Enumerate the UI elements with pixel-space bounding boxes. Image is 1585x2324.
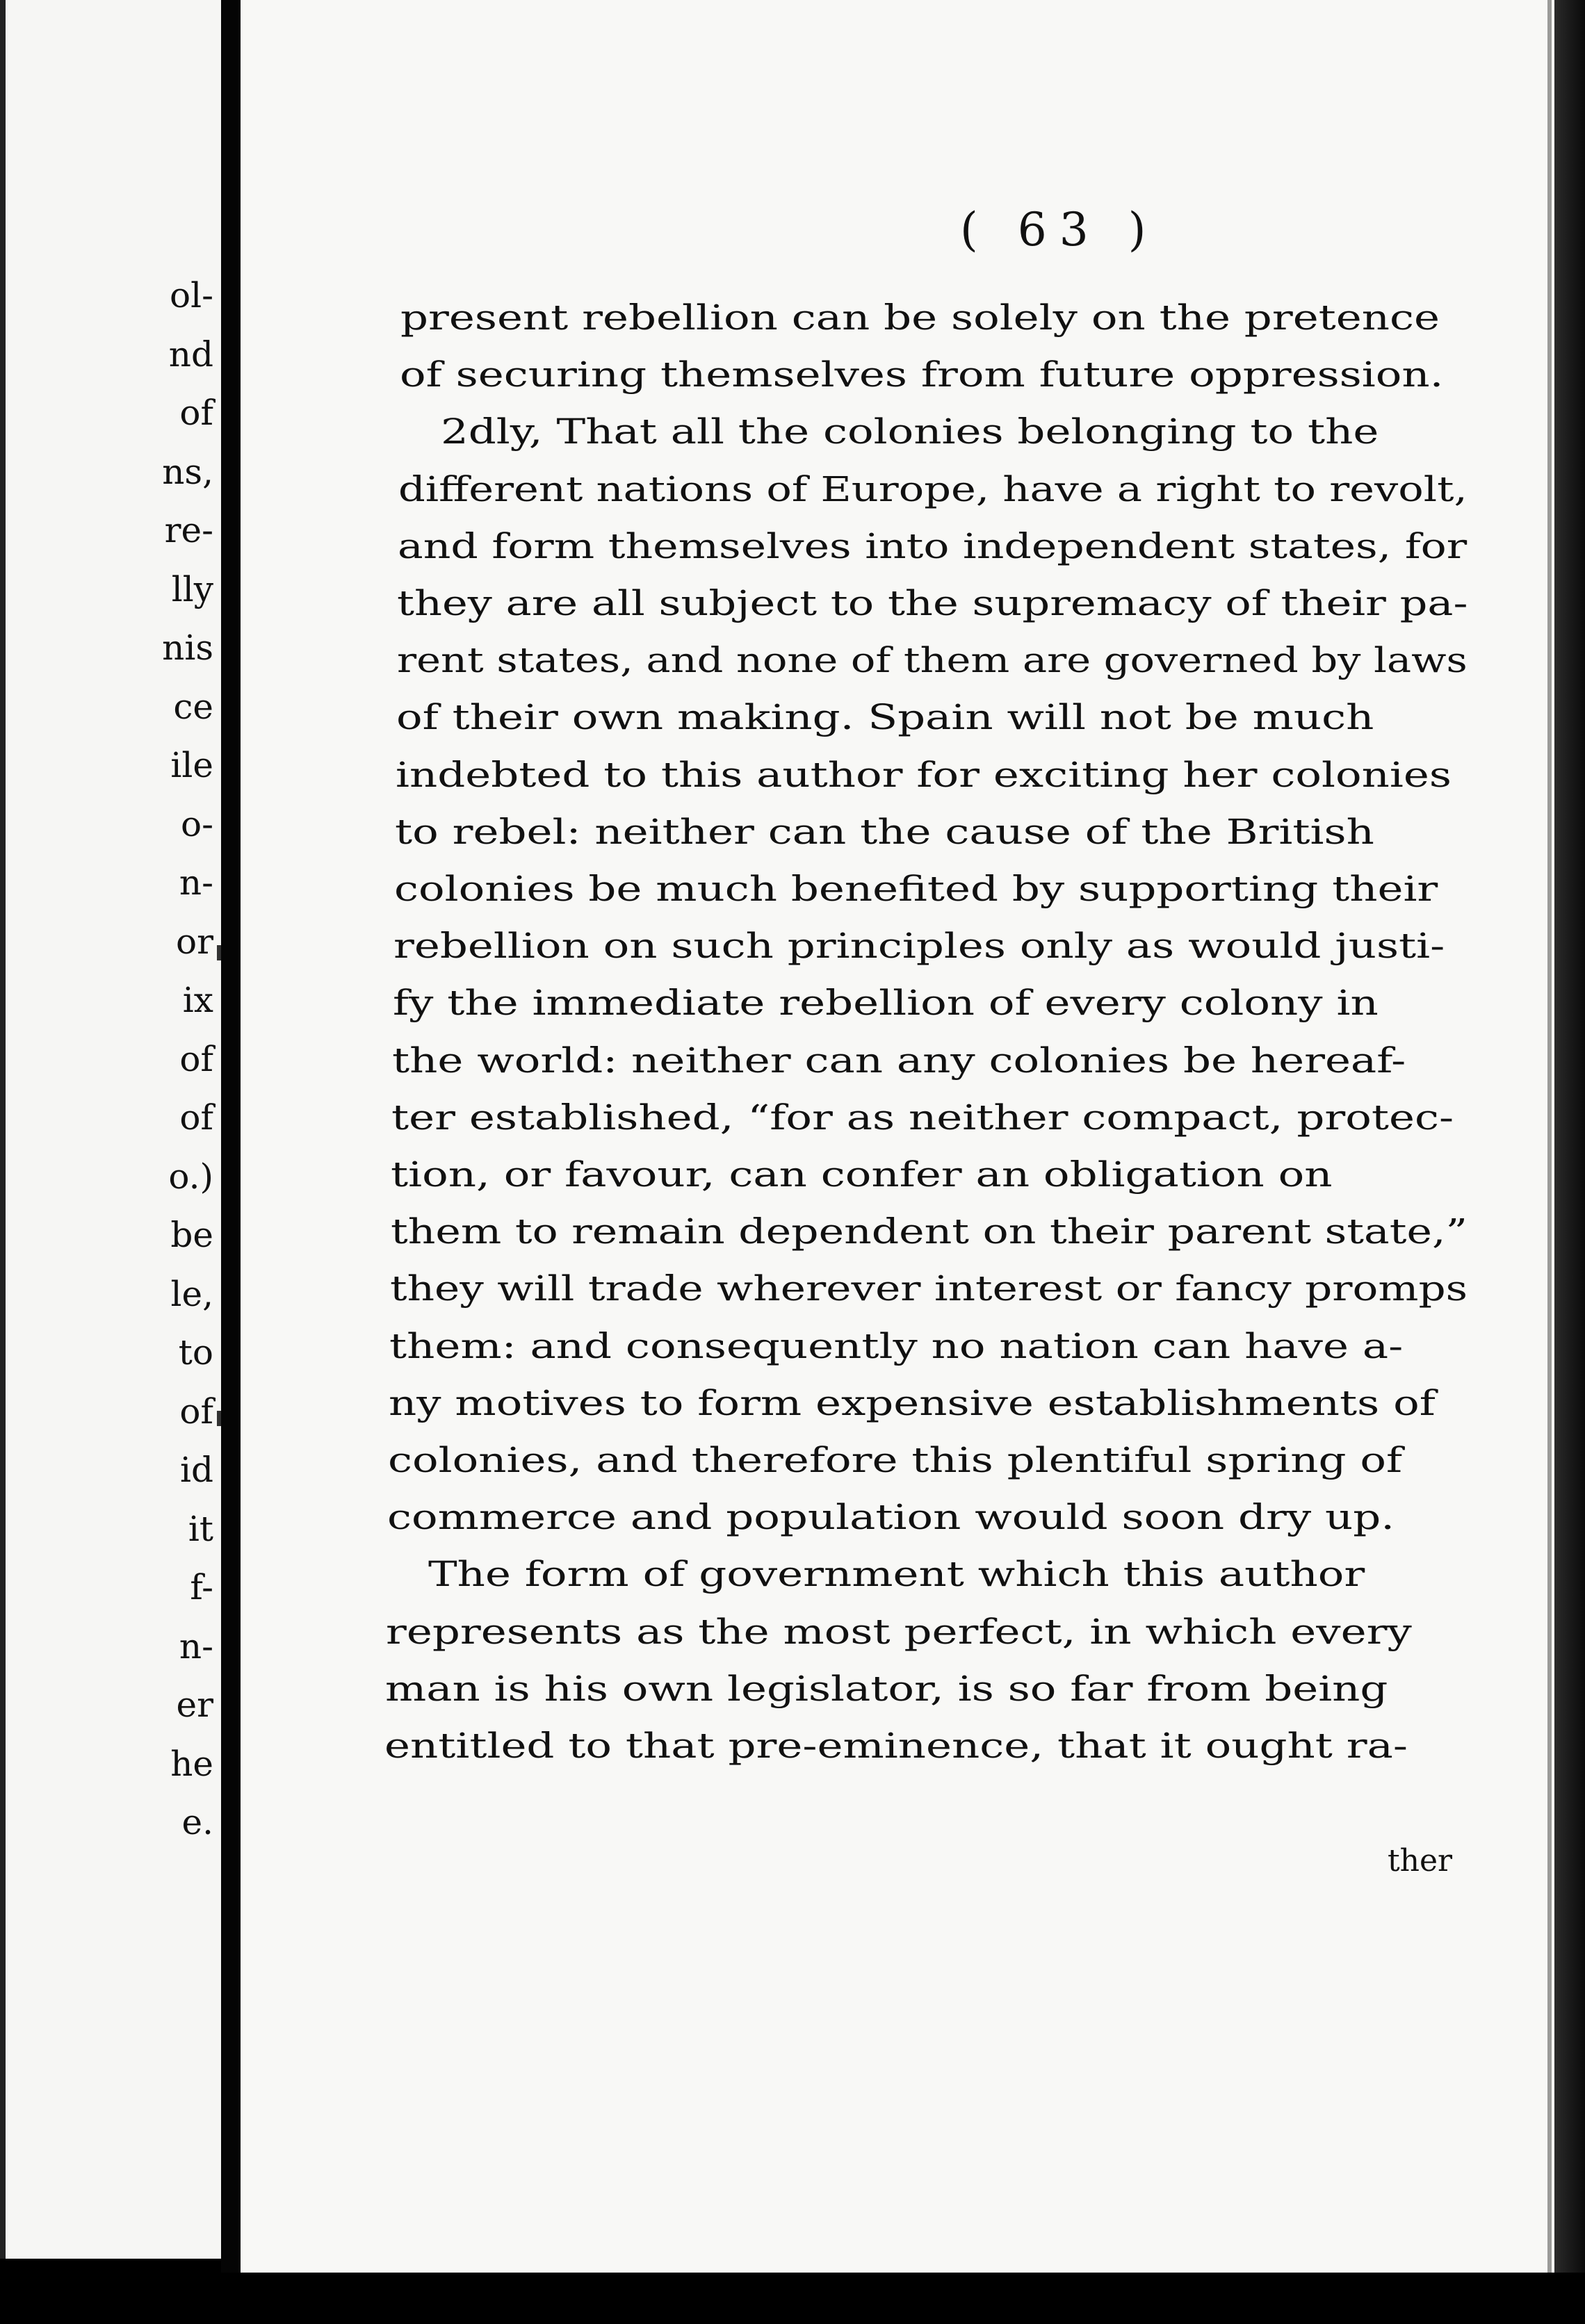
previous-page-line-end: lly: [171, 569, 213, 609]
previous-page-line-end: to: [178, 1332, 213, 1373]
text-line: entitled to that pre-eminence, that it ought ra-: [384, 1726, 1408, 1766]
text-line: indebted to this author for exciting her colonies: [396, 755, 1452, 795]
text-line: of securing themselves from future oppression.: [400, 354, 1444, 395]
text-line: colonies, and therefore this plentiful spring of: [388, 1440, 1403, 1480]
previous-page-line-end: er: [176, 1685, 213, 1725]
text-line: colonies be much benefited by supporting their: [394, 869, 1438, 909]
book-gutter: [221, 0, 242, 2324]
previous-page-line-end: or: [175, 922, 213, 962]
previous-page-line-end: of: [179, 1391, 213, 1432]
text-line: them to remain dependent on their parent state,”: [391, 1211, 1468, 1252]
text-line: rent states, and none of them are governed by laws: [397, 640, 1468, 680]
text-line: ny motives to form expensive establishments of: [389, 1383, 1436, 1423]
previous-page-line-end: ns,: [162, 452, 213, 492]
text-line: they will trade wherever interest or fancy promps: [390, 1268, 1468, 1309]
text-line: represents as the most perfect, in which every: [386, 1612, 1412, 1652]
text-line: to rebel: neither can the cause of the British: [395, 812, 1374, 852]
previous-page-line-end: nd: [168, 334, 213, 375]
text-line: different nations of Europe, have a right to revolt,: [398, 469, 1468, 509]
text-line: 2dly, That all the colonies belonging to the: [441, 411, 1379, 452]
previous-page-line-end: of: [179, 1039, 213, 1079]
previous-page-line-end: he: [170, 1744, 213, 1784]
previous-page-line-end: o.): [168, 1156, 213, 1197]
previous-page-line-end: be: [170, 1215, 213, 1255]
previous-page-fragment: [0, 0, 226, 2259]
text-line: ter established, “for as neither compact, protec-: [391, 1097, 1454, 1138]
text-line: present rebellion can be solely on the pretence: [400, 297, 1440, 338]
page-edge-line: [1547, 0, 1552, 2273]
binding-mark: [217, 1411, 221, 1426]
previous-page-line-end: e.: [181, 1802, 213, 1842]
text-line: fy the immediate rebellion of every colony in: [393, 983, 1379, 1023]
previous-page-line-end: n-: [179, 862, 213, 903]
previous-page-line-end: le,: [170, 1274, 213, 1314]
previous-page-line-end: ix: [182, 980, 213, 1020]
previous-page-line-end: re-: [164, 510, 213, 550]
binding-mark: [217, 945, 221, 960]
previous-page-line-end: n-: [179, 1626, 213, 1667]
previous-page-line-end: of: [179, 393, 213, 433]
current-page: [241, 0, 1554, 2273]
page-number: ( 63 ): [960, 203, 1159, 256]
text-line: the world: neither can any colonies be hereaf-: [392, 1040, 1406, 1081]
text-line: rebellion on such principles only as would justi-: [393, 926, 1445, 966]
previous-page-line-end: id: [180, 1450, 213, 1490]
text-line: The form of government which this author: [428, 1554, 1365, 1594]
text-line: of their own making. Spain will not be much: [396, 697, 1374, 737]
scan-bottom-border: [0, 2273, 1585, 2324]
previous-page-line-end: o-: [181, 804, 213, 844]
previous-page-line-end: it: [188, 1509, 213, 1549]
previous-page-line-end: of: [179, 1097, 213, 1138]
previous-page-line-end: f-: [190, 1567, 213, 1607]
text-line: they are all subject to the supremacy of their pa-: [397, 583, 1468, 623]
previous-page-line-end: ol-: [170, 275, 213, 316]
catchword: ther: [1388, 1843, 1453, 1879]
previous-page-line-end: ile: [170, 745, 213, 785]
text-line: and form themselves into independent states, for: [398, 526, 1468, 566]
left-page-edge: [0, 0, 6, 2259]
text-line: tion, or favour, can confer an obligation on: [391, 1154, 1333, 1195]
right-page-edge: [1554, 0, 1585, 2324]
previous-page-line-end: nis: [162, 628, 213, 668]
text-line: man is his own legislator, is so far from being: [385, 1669, 1388, 1709]
text-line: them: and consequently no nation can have a-: [389, 1326, 1404, 1366]
previous-page-line-end: ce: [173, 687, 213, 727]
text-line: commerce and population would soon dry up.: [387, 1497, 1395, 1537]
